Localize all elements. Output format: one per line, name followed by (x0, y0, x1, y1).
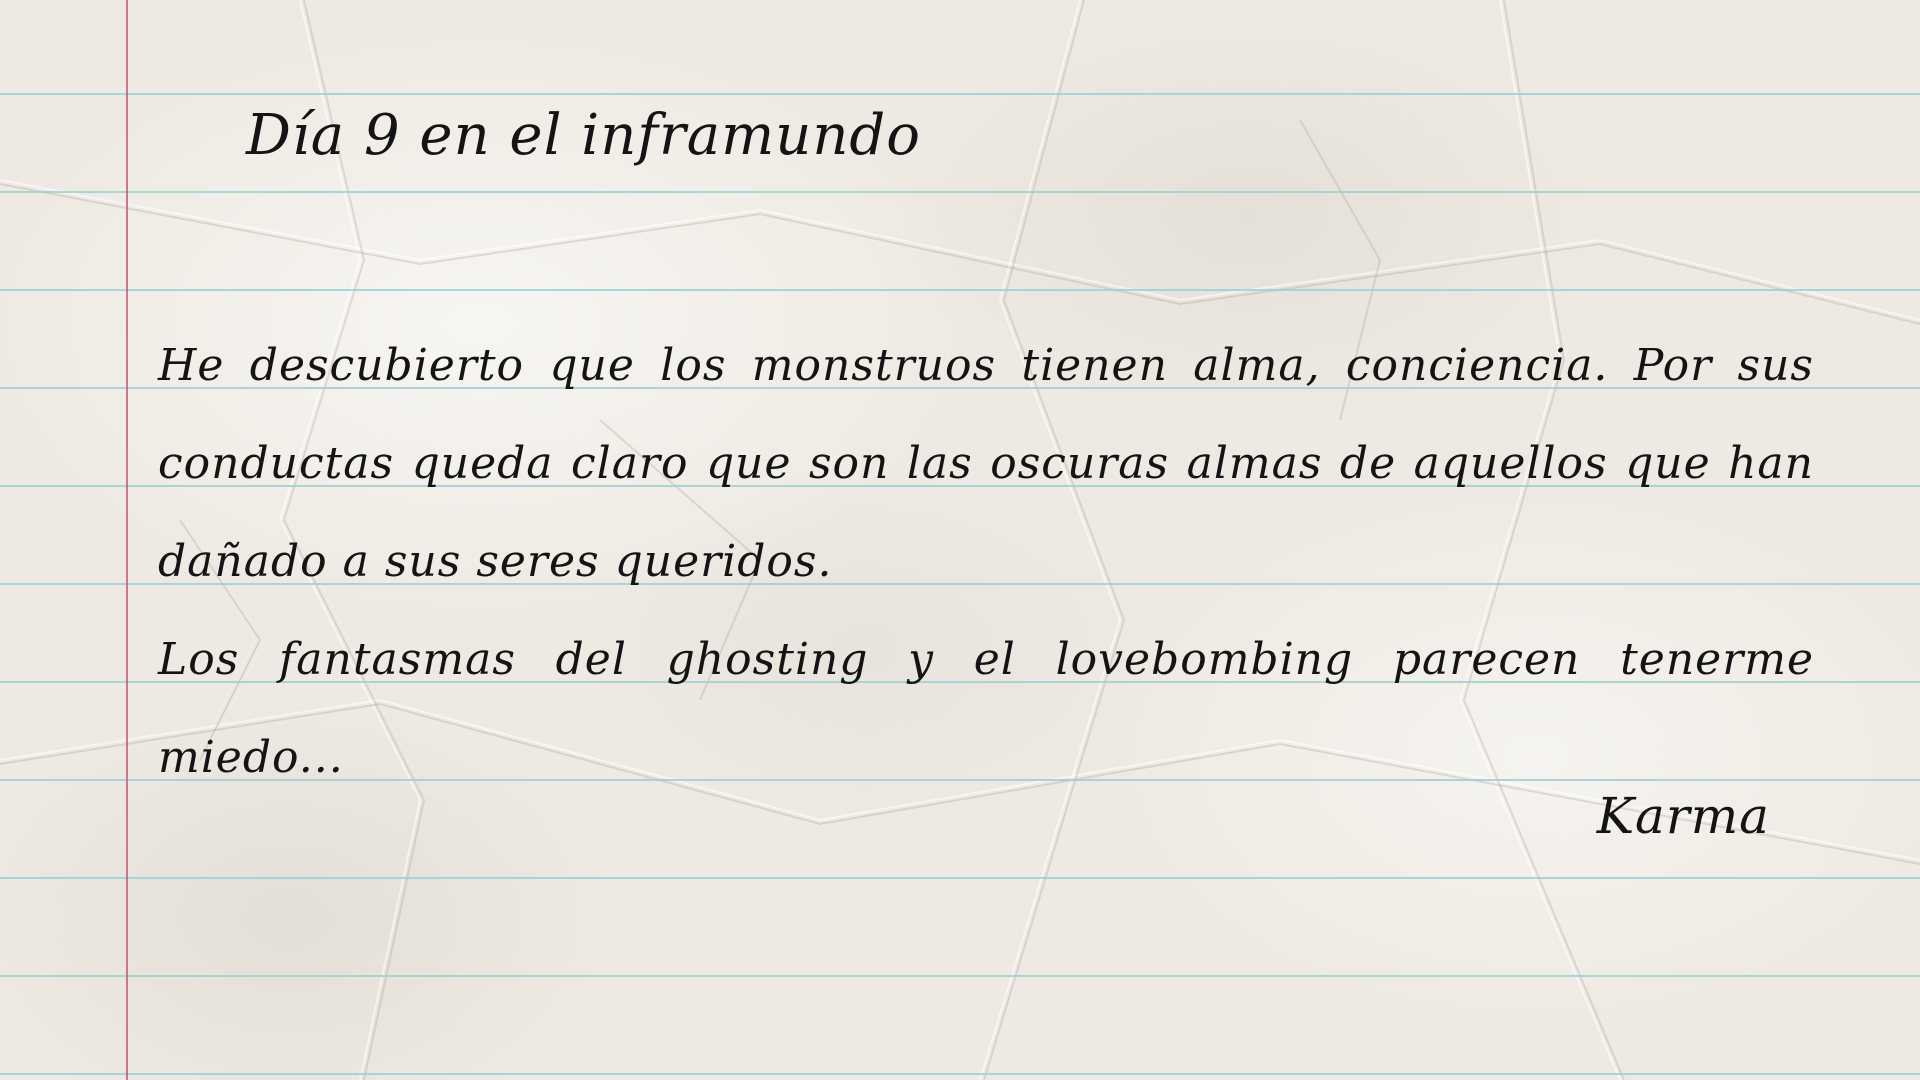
note-paragraph-1: He descubierto que los monstruos tienen alma, conciencia. Por sus conductas queda claro que son las oscuras almas de aquellos que han dañado a sus seres queridos. (158, 340, 1814, 587)
note-paragraph-2: Los fantasmas del ghosting y el lovebombing parecen tenerme miedo... (158, 634, 1814, 783)
signature: Karma (1596, 787, 1770, 845)
margin-line (126, 0, 128, 1080)
note-title: Día 9 en el inframundo (246, 103, 921, 168)
note-body (158, 317, 1814, 807)
